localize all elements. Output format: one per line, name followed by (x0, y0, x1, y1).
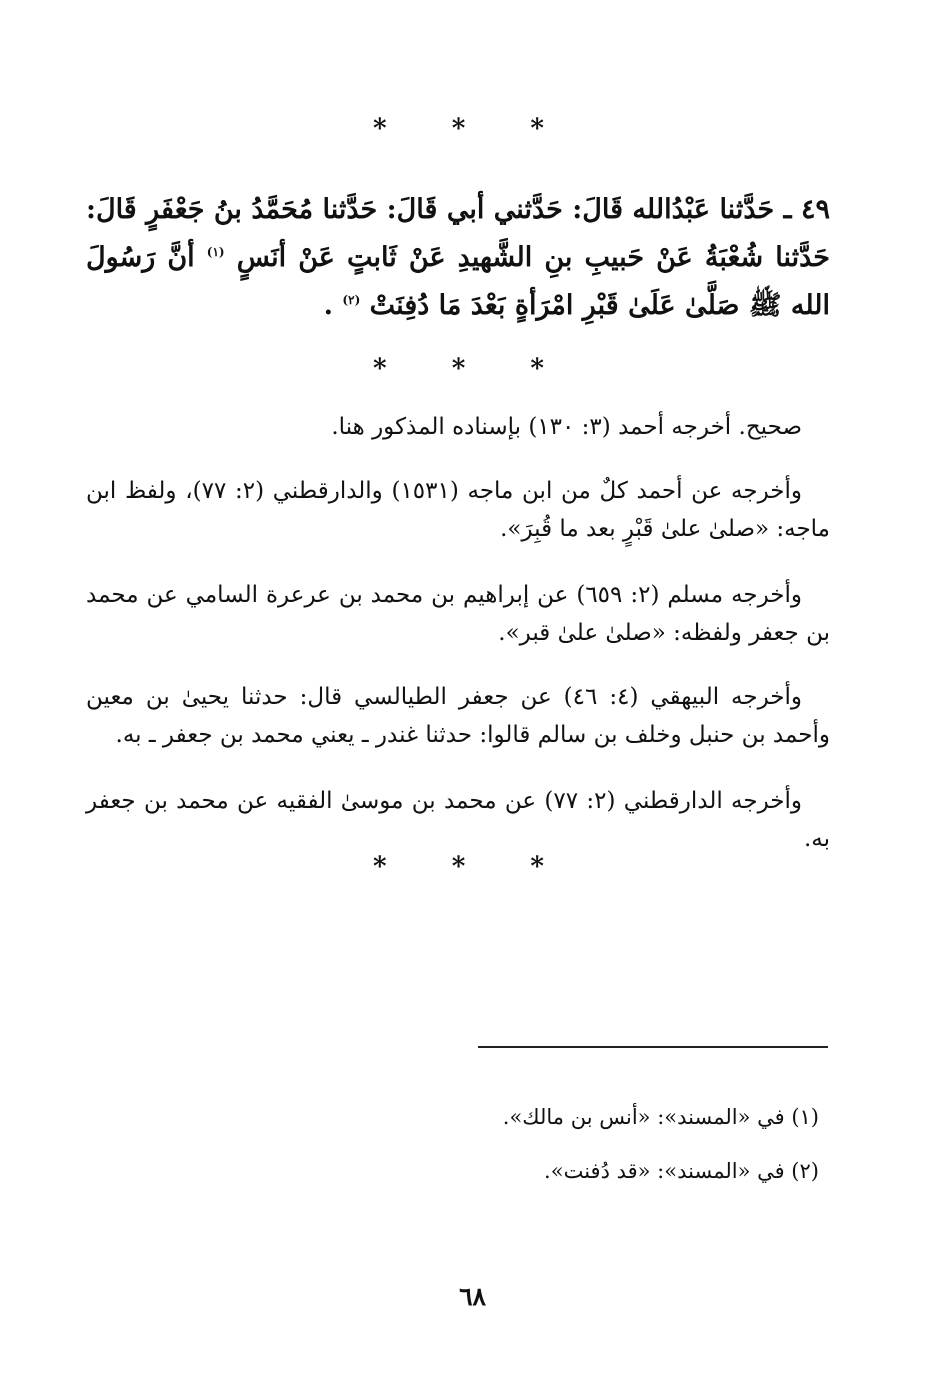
footnote-2: (٢) في «المسند»: «قد دُفنت». (544, 1159, 819, 1183)
commentary-paragraph: وأخرجه عن أحمد كلٌ من ابن ماجه (١٥٣١) والدارقطني (٢: ٧٧)، ولفظ ابن ماجه: «صلىٰ علىٰ قَبْرٍ بعد ما قُبِرَ». (86, 478, 830, 542)
page-number: ٦٨ (459, 1282, 486, 1311)
commentary-paragraph: وأخرجه البيهقي (٤: ٤٦) عن جعفر الطيالسي قال: حدثنا يحيىٰ بن معين وأحمد بن حنبل وخلف بن سالم قالوا: حدثنا غندر ـ يعني محمد بن جعفر ـ به. (86, 684, 830, 748)
commentary-paragraph: وأخرجه الدارقطني (٢: ٧٧) عن محمد بن موسىٰ الفقيه عن محمد بن جعفر به. (86, 788, 830, 852)
section-separator: * * * (373, 114, 572, 144)
hadith-text-end: . (323, 290, 334, 321)
section-separator: * * * (373, 354, 572, 384)
commentary-paragraph: وأخرجه مسلم (٢: ٦٥٩) عن إبراهيم بن محمد بن عرعرة السامي عن محمد بن جعفر ولفظه: «صلىٰ علىٰ قبر». (86, 582, 830, 646)
footnote-ref-2: (٢) (342, 293, 361, 307)
footnote-1: (١) في «المسند»: «أنس بن مالك». (502, 1105, 819, 1129)
section-separator: * * * (373, 852, 572, 882)
footnote-divider (478, 1046, 828, 1048)
hadith-text-part1: ٤٩ ـ حَدَّثنا عَبْدُالله قَالَ: حَدَّثني أبي قَالَ: حَدَّثنا مُحَمَّدُ بنُ جَعْفَرٍ قَالَ: حَدَّثنا شُعْبَةُ عَنْ حَبيبِ بنِ الشَّهيدِ عَنْ ثَابتٍ عَنْ أنَسٍ (86, 194, 830, 273)
commentary-paragraph: صحيح. أخرجه أحمد (٣: ١٣٠) بإسناده المذكور هنا. (331, 414, 802, 440)
hadith-text (86, 186, 830, 330)
footnote-ref-1: (١) (206, 245, 225, 259)
hadith-text-part2: أنَّ رَسُولَ الله ﷺ صَلَّىٰ عَلَىٰ قَبْرِ امْرَأةٍ بَعْدَ مَا دُفِنَتْ (86, 242, 830, 321)
